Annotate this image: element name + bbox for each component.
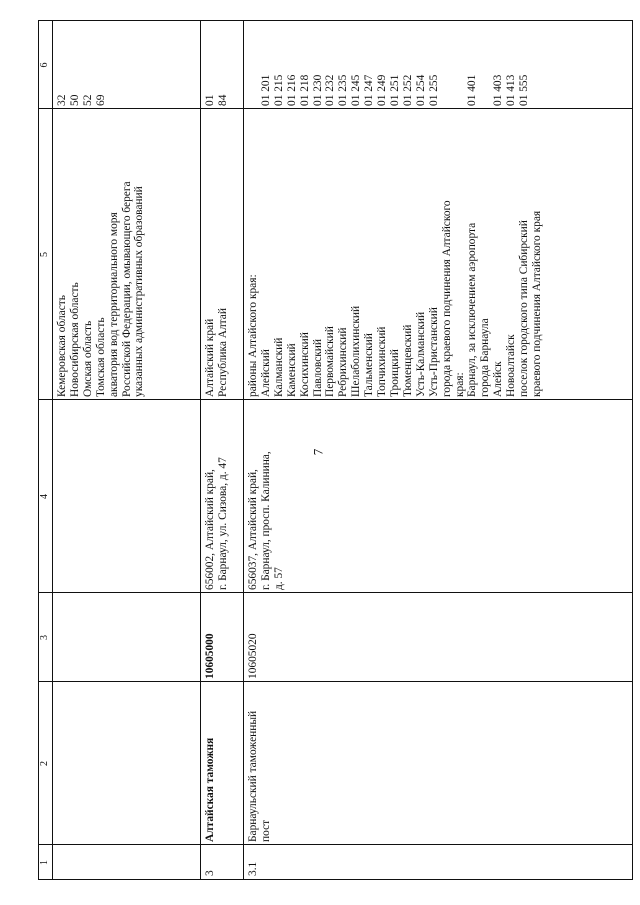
- header-col-2: 2: [39, 761, 50, 766]
- row-number: 3.1: [247, 861, 259, 876]
- region-codes: 32 50 52 69: [56, 94, 107, 106]
- header-col-6: 6: [39, 62, 50, 68]
- customs-code: 10605000: [204, 633, 216, 679]
- post-code: 10605020: [247, 633, 259, 679]
- column-separator-1: [38, 844, 633, 845]
- header-separator: [52, 20, 53, 880]
- post-districts: районы Алтайского края: Алейский Калманский Каменский Косихинский Павловский Первомайский Ребрихинский Шелаболихинский Тальменский Топчихинский Троицкий Тюменцевский Усть-Калманский Усть-Пристанский города краевого подчинения Алтайского края: Барнаул, за исключением аэропорта города Барнаула Алейск Новоалтайск поселок городского типа Сибирский краевого подчинения Алтайского края: [247, 200, 543, 397]
- row-separator-1: [200, 20, 201, 880]
- column-separator-5: [38, 108, 633, 109]
- customs-address: 656002, Алтайский край, г. Барнаул, ул. Сизова, д. 47: [204, 457, 229, 590]
- row-number: 3: [204, 870, 216, 876]
- column-separator-3: [38, 592, 633, 593]
- customs-region-codes: 01 84: [204, 94, 229, 106]
- customs-regions: Алтайский край Республика Алтай: [204, 308, 229, 397]
- page-number: 7: [310, 448, 326, 456]
- post-name: Барнаульский таможенный пост: [247, 710, 272, 842]
- header-col-3: 3: [39, 635, 50, 640]
- table-border-bottom: [632, 20, 633, 880]
- column-separator-4: [38, 399, 633, 400]
- header-col-1: 1: [39, 860, 50, 865]
- regions-list: Кемеровская область Новосибирская область Омская область Томская область акватория вод территориального моря Российской Федерации, омывающего берега указанных административных образований: [56, 181, 146, 397]
- table-border-left: [38, 879, 633, 880]
- customs-name: Алтайская таможня: [204, 737, 216, 842]
- column-separator-2: [38, 681, 633, 682]
- document-table: [38, 20, 633, 880]
- header-col-5: 5: [39, 252, 50, 257]
- table-border-right: [38, 20, 633, 21]
- row-separator-2: [243, 20, 244, 880]
- post-address: 656037, Алтайский край, г. Барнаул, просп. Калинина, д. 57: [247, 451, 285, 590]
- post-district-codes: 01 201 01 215 01 216 01 218 01 230 01 232 01 235 01 245 01 247 01 249 01 251 01 252 01 254 01 255 01 401 01 403 01 413 01 555: [259, 74, 531, 106]
- header-col-4: 4: [39, 494, 50, 499]
